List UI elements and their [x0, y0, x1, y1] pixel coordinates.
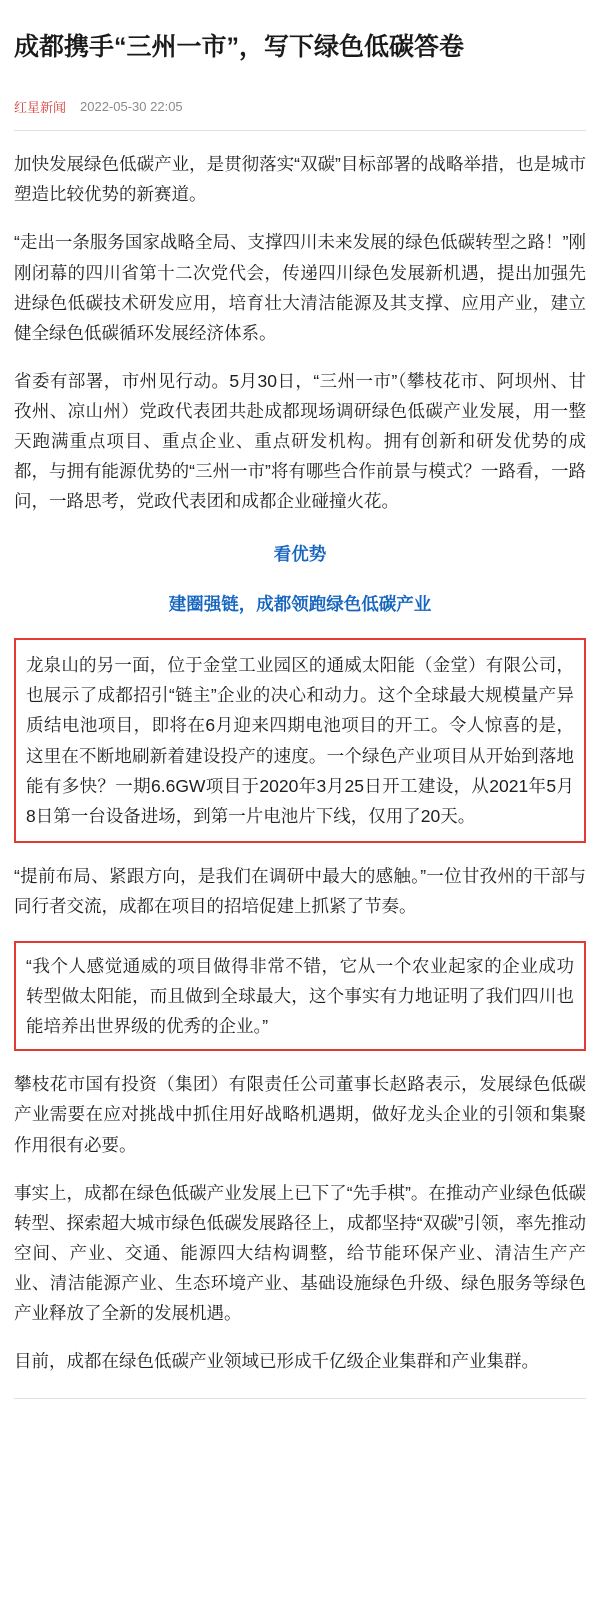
article-source: 红星新闻 — [14, 100, 67, 116]
paragraph: 省委有部署，市州见行动。5月30日，“三州一市”（攀枝花市、阿坝州、甘孜州、凉山州）党政代表团共赴成都现场调研绿色低碳产业发展，用一整天跑满重点项目、重点企业、重点研发机构。拥有创新和研发优势的成都，与拥有能源优势的“三州一市”将有哪些合作前景与模式？一路看，一路问，一路思考，党政代表团和成都企业碰撞火花。 — [14, 370, 586, 512]
article-meta — [0, 81, 600, 116]
article-timestamp: 2022-05-30 22:05 — [80, 99, 183, 115]
article-page — [0, 17, 600, 1623]
paragraph: “提前布局、紧跟方向，是我们在调研中最大的感触。”一位甘孜州的干部与同行者交流，成都在项目的招培促建上抓紧了节奏。 — [14, 865, 586, 916]
highlight-box-first — [14, 638, 586, 843]
paragraph: 事实上，成都在绿色低碳产业发展上已下了“先手棋”。在推动产业绿色低碳转型、探索超大城市绿色低碳发展路径上，成都坚持“双碳”引领，率先推动空间、产业、交通、能源四大结构调整，给节能环保产业、清洁生产产业、清洁能源产业、生态环境产业、基础设施绿色升级、绿色服务等绿色产业释放了全新的发展机遇。 — [14, 1182, 586, 1323]
article-body — [0, 149, 600, 1376]
highlight-quote-text: “我个人感觉通威的项目做得非常不错，它从一个农业起家的企业成功转型做太阳能，而且做到全球最大，这个事实有力地证明了我们四川也能培养出世界级的优秀的企业。” — [26, 956, 574, 1037]
highlight-box-second — [14, 941, 586, 1051]
header-divider — [14, 130, 586, 131]
section-subhead-primary: 看优势 — [273, 544, 327, 565]
quote-attribution: 攀枝花市国有投资（集团）有限责任公司董事长赵路表示，发展绿色低碳产业需要在应对挑战中抓住用好战略机遇期，做好龙头企业的引领和集聚作用很有必要。 — [14, 1074, 586, 1155]
page-title: 成都携手“三州一市”，写下绿色低碳答卷 — [14, 32, 465, 61]
highlight-text: 龙泉山的另一面，位于金堂工业园区的通威太阳能（金堂）有限公司，也展示了成都招引“链主”企业的决心和动力。这个全球最大规模量产异质结电池项目，即将在6月迎来四期电池项目的开工。令人惊喜的是，这里在不断地刷新着建设投产的速度。一个绿色产业项目从开始到落地能有多快？一期6.6GW项目于2020年3月25日开工建设，从2021年5月8日第一台设备进场，到第一片电池片下线，仅用了20天。 — [26, 655, 574, 826]
paragraph: 加快发展绿色低碳产业，是贯彻落实“双碳”目标部署的战略举措，也是城市塑造比较优势的新赛道。 — [14, 154, 586, 205]
section-subhead-secondary: 建圈强链，成都领跑绿色低碳产业 — [168, 594, 432, 615]
footer-divider — [14, 1398, 586, 1399]
paragraph: 目前，成都在绿色低碳产业领域已形成千亿级企业集群和产业集群。 — [14, 1351, 539, 1372]
paragraph: “走出一条服务国家战略全局、支撑四川未来发展的绿色低碳转型之路！”刚刚闭幕的四川省第十二次党代会，传递四川绿色发展新机遇，提出加强先进绿色低碳技术研发应用，培育壮大清洁能源及其支撑、应用产业，建立健全绿色低碳循环发展经济体系。 — [14, 232, 586, 343]
